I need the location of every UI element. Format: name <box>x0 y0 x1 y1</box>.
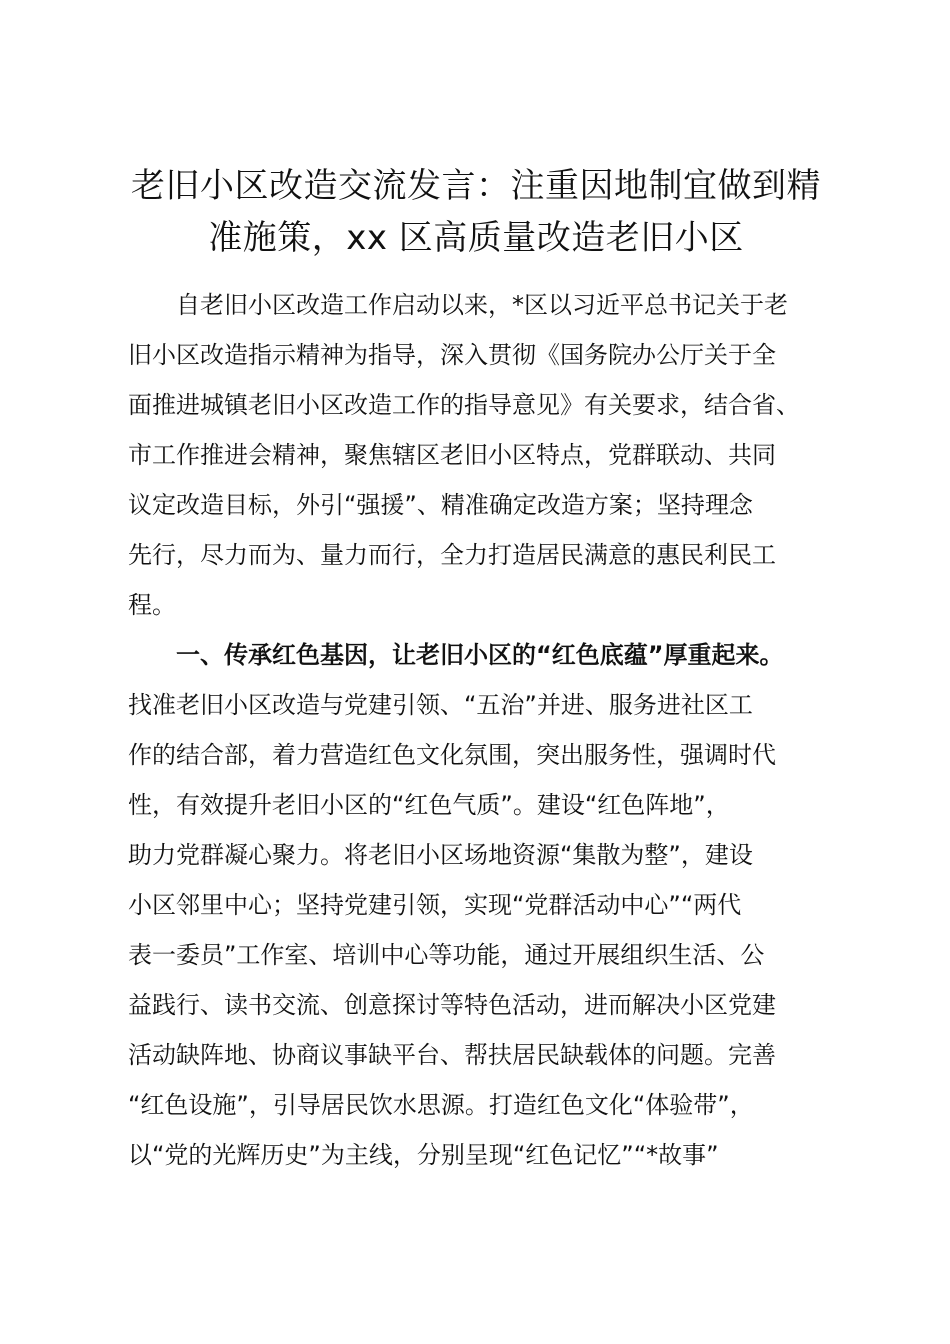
document-body <box>128 280 833 1180</box>
paragraph-line: 助力党群凝心聚力。将老旧小区场地资源“集散为整”，建设 <box>128 841 753 869</box>
paragraph-line: 性，有效提升老旧小区的“红色气质”。建设“红色阵地”， <box>128 791 730 819</box>
paragraph-1 <box>128 280 833 630</box>
paragraph-line: 益践行、读书交流、创意探讨等特色活动，进而解决小区党建 <box>128 991 776 1019</box>
paragraph-line: 活动缺阵地、协商议事缺平台、帮扶居民缺载体的问题。完善 <box>128 1041 776 1069</box>
paragraph-line: 先行，尽力而为、量力而行，全力打造居民满意的惠民利民工 <box>128 541 776 569</box>
paragraph-2 <box>128 630 833 1180</box>
document-title <box>120 160 832 264</box>
paragraph-line: 以“党的光辉历史”为主线，分别呈现“红色记忆”“*故事” <box>128 1141 719 1169</box>
paragraph-line: 程。 <box>128 591 176 619</box>
paragraph-line: 面推进城镇老旧小区改造工作的指导意见》有关要求，结合省、 <box>128 391 800 419</box>
paragraph-line: 表一委员”工作室、培训中心等功能，通过开展组织生活、公 <box>128 941 765 969</box>
section-heading: 一、传承红色基因，让老旧小区的“红色底蕴”厚重起来。 <box>176 641 784 669</box>
paragraph-line: 议定改造目标，外引“强援”、精准确定改造方案；坚持理念 <box>128 491 753 519</box>
title-line-2: 准施策，xx 区高质量改造老旧小区 <box>208 218 744 258</box>
paragraph-line: 小区邻里中心；坚持党建引领，实现“党群活动中心”“两代 <box>128 891 742 919</box>
paragraph-line: 市工作推进会精神，聚焦辖区老旧小区特点，党群联动、共同 <box>128 441 776 469</box>
paragraph-line: 作的结合部，着力营造红色文化氛围，突出服务性，强调时代 <box>128 741 776 769</box>
paragraph-line: “红色设施”，引导居民饮水思源。打造红色文化“体验带”， <box>128 1091 754 1119</box>
title-line-1: 老旧小区改造交流发言：注重因地制宜做到精 <box>131 166 821 206</box>
paragraph-line: 旧小区改造指示精神为指导，深入贯彻《国务院办公厅关于全 <box>128 341 776 369</box>
paragraph-line: 找准老旧小区改造与党建引领、“五治”并进、服务进社区工 <box>128 691 753 719</box>
paragraph-line: 自老旧小区改造工作启动以来，*区以习近平总书记关于老 <box>176 291 788 319</box>
